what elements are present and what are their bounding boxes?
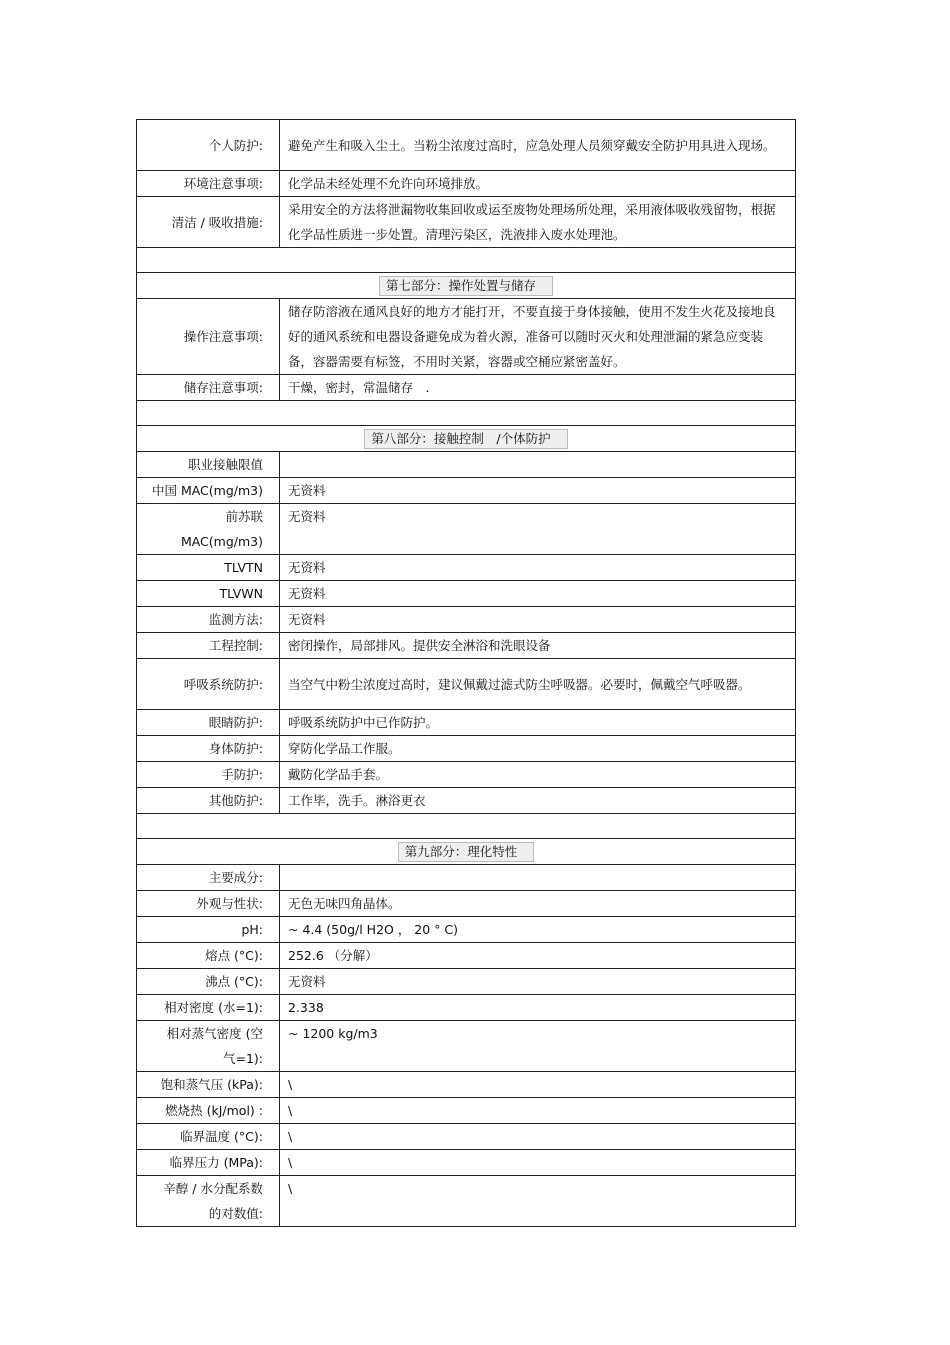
row-value: 储存防溶液在通风良好的地方才能打开，不要直接于身体接触，使用不发生火花及接地良好的通风系统和电器设备避免成为着火源，准备可以随时灭火和处理泄漏的紧急应变装备，容器需要有标签，不用时关紧，容器或空桶应紧密盖好。 — [280, 299, 796, 375]
table-row — [137, 197, 796, 248]
row-value: \ — [280, 1098, 796, 1124]
table-row — [137, 299, 796, 375]
table-row — [137, 1021, 796, 1072]
row-value: 避免产生和吸入尘土。当粉尘浓度过高时，应急处理人员须穿戴安全防护用具进入现场。 — [280, 120, 796, 171]
row-value: 无资料 — [280, 607, 796, 633]
table-row — [137, 710, 796, 736]
row-value: 工作毕，洗手。淋浴更衣 — [280, 788, 796, 814]
row-label: 个人防护: — [137, 120, 280, 171]
table-row — [137, 995, 796, 1021]
row-value: 无资料 — [280, 478, 796, 504]
row-label: TLVTN — [137, 555, 280, 581]
spacer-cell — [137, 814, 796, 839]
row-value: \ — [280, 1150, 796, 1176]
row-value: 2.338 — [280, 995, 796, 1021]
table-row — [137, 452, 796, 478]
table-row — [137, 171, 796, 197]
row-value: 干燥，密封，常温储存 . — [280, 375, 796, 401]
row-label: 沸点 (°C): — [137, 969, 280, 995]
msds-sheet — [136, 119, 796, 1227]
section-header-cell — [137, 426, 796, 452]
table-row — [137, 891, 796, 917]
row-value: \ — [280, 1072, 796, 1098]
row-value: 无资料 — [280, 969, 796, 995]
row-label: 监测方法: — [137, 607, 280, 633]
row-value: 无资料 — [280, 581, 796, 607]
row-label: 环境注意事项: — [137, 171, 280, 197]
row-label: 手防护: — [137, 762, 280, 788]
row-label: 身体防护: — [137, 736, 280, 762]
table-row — [137, 581, 796, 607]
row-value: \ — [280, 1176, 796, 1227]
row-value: 采用安全的方法将泄漏物收集回收或运至废物处理场所处理，采用液体吸收残留物，根据化学品性质进一步处置。清理污染区，洗液排入废水处理池。 — [280, 197, 796, 248]
row-label: 饱和蒸气压 (kPa): — [137, 1072, 280, 1098]
row-label-line: 气=1): — [222, 1051, 263, 1066]
spacer-row — [137, 401, 796, 426]
row-label: 职业接触限值 — [137, 452, 280, 478]
row-label — [137, 504, 280, 555]
table-row — [137, 943, 796, 969]
spacer-cell — [137, 248, 796, 273]
row-label-line: 的对数值: — [208, 1206, 263, 1221]
row-label: 呼吸系统防护: — [137, 659, 280, 710]
table-row — [137, 1150, 796, 1176]
row-label: 清洁 / 吸收措施: — [137, 197, 280, 248]
row-label: 操作注意事项: — [137, 299, 280, 375]
row-label-line: MAC(mg/m3) — [180, 534, 263, 549]
section-title: 第七部分：操作处置与储存 — [379, 276, 553, 296]
section-header — [137, 273, 796, 299]
row-value: 密闭操作，局部排风。提供安全淋浴和洗眼设备 — [280, 633, 796, 659]
row-label: TLVWN — [137, 581, 280, 607]
row-value: 无资料 — [280, 555, 796, 581]
row-label: 外观与性状: — [137, 891, 280, 917]
section-header — [137, 839, 796, 865]
row-label-line: 辛醇 / 水分配系数 — [163, 1181, 263, 1196]
section-title: 第八部分：接触控制 /个体防护 — [364, 429, 567, 449]
section-title: 第九部分：理化特性 — [398, 842, 535, 862]
row-label: 中国 MAC(mg/m3) — [137, 478, 280, 504]
section-header — [137, 426, 796, 452]
row-value — [280, 865, 796, 891]
table-row — [137, 478, 796, 504]
row-label — [137, 1176, 280, 1227]
table-row — [137, 659, 796, 710]
table-row — [137, 633, 796, 659]
table-row — [137, 762, 796, 788]
table-row — [137, 865, 796, 891]
row-label-line: 前苏联 — [225, 509, 263, 524]
row-label: 储存注意事项: — [137, 375, 280, 401]
row-label: 临界温度 (°C): — [137, 1124, 280, 1150]
table-row — [137, 969, 796, 995]
row-label: 临界压力 (MPa): — [137, 1150, 280, 1176]
table-row — [137, 788, 796, 814]
row-value: 穿防化学品工作服。 — [280, 736, 796, 762]
msds-table — [136, 119, 796, 1227]
table-row — [137, 607, 796, 633]
spacer-cell — [137, 401, 796, 426]
table-row — [137, 736, 796, 762]
spacer-row — [137, 248, 796, 273]
row-value: 无色无味四角晶体。 — [280, 891, 796, 917]
table-row — [137, 504, 796, 555]
row-label: 相对密度 (水=1): — [137, 995, 280, 1021]
row-label: 其他防护: — [137, 788, 280, 814]
table-row — [137, 1176, 796, 1227]
table-row — [137, 1124, 796, 1150]
row-value: 无资料 — [280, 504, 796, 555]
row-value: ~ 4.4 (50g/l H2O ， 20 ° C) — [280, 917, 796, 943]
row-value: 当空气中粉尘浓度过高时，建议佩戴过滤式防尘呼吸器。必要时，佩戴空气呼吸器。 — [280, 659, 796, 710]
row-value: 252.6 （分解） — [280, 943, 796, 969]
row-label: 熔点 (°C): — [137, 943, 280, 969]
table-row — [137, 917, 796, 943]
row-value: \ — [280, 1124, 796, 1150]
table-row — [137, 375, 796, 401]
section-header-cell — [137, 839, 796, 865]
row-value — [280, 452, 796, 478]
row-label-line: 相对蒸气密度 (空 — [166, 1026, 263, 1041]
row-label: 燃烧热 (kJ/mol) : — [137, 1098, 280, 1124]
row-label: 眼睛防护: — [137, 710, 280, 736]
row-value: 化学品未经处理不允许向环境排放。 — [280, 171, 796, 197]
row-value: ~ 1200 kg/m3 — [280, 1021, 796, 1072]
table-row — [137, 1098, 796, 1124]
row-label: pH: — [137, 917, 280, 943]
row-value: 呼吸系统防护中已作防护。 — [280, 710, 796, 736]
spacer-row — [137, 814, 796, 839]
row-label: 主要成分: — [137, 865, 280, 891]
table-row — [137, 555, 796, 581]
table-row — [137, 1072, 796, 1098]
table-row — [137, 120, 796, 171]
row-label — [137, 1021, 280, 1072]
section-header-cell — [137, 273, 796, 299]
row-value: 戴防化学品手套。 — [280, 762, 796, 788]
row-label: 工程控制: — [137, 633, 280, 659]
